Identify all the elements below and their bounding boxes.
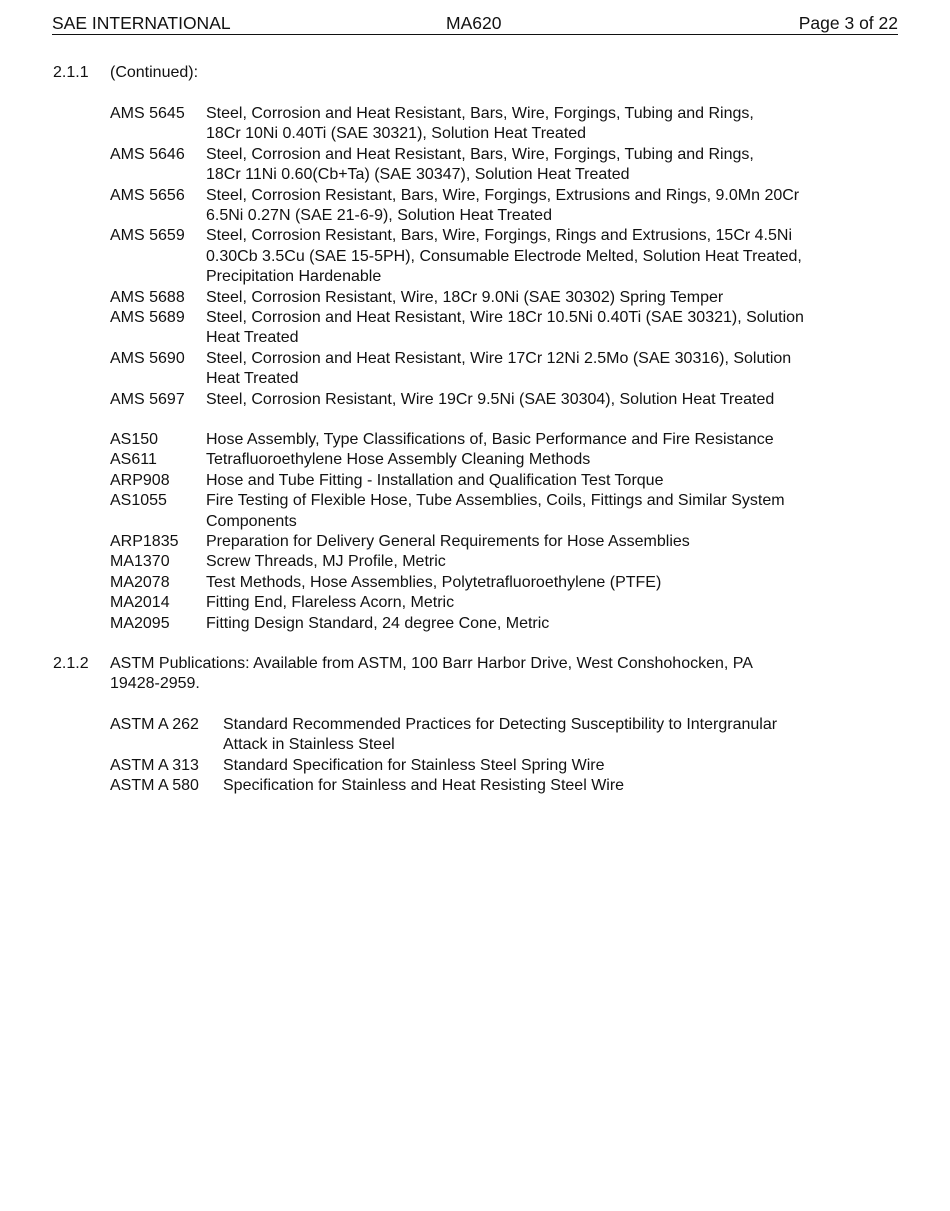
as-reference-list — [110, 430, 860, 634]
reference-description-line: 18Cr 11Ni 0.60(Cb+Ta) (SAE 30347), Solution Heat Treated — [206, 166, 630, 184]
reference-description-line: Heat Treated — [206, 329, 299, 347]
reference-code: AS150 — [110, 431, 159, 448]
reference-code: MA1370 — [110, 553, 170, 571]
reference-description — [206, 573, 860, 593]
reference-description-line: Heat Treated — [206, 370, 299, 388]
section-number: 2.1.1 — [53, 64, 89, 81]
reference-entry — [110, 552, 860, 572]
reference-description — [206, 308, 860, 349]
reference-entry — [110, 349, 860, 390]
reference-entry — [110, 593, 860, 613]
reference-description — [206, 390, 860, 410]
reference-code: MA2078 — [110, 573, 170, 591]
reference-description-line: Hose Assembly, Type Classifications of, Basic Performance and Fire Resistance — [206, 431, 774, 448]
reference-description-line: Steel, Corrosion Resistant, Wire 19Cr 9.5Ni (SAE 30304), Solution Heat Treated — [206, 390, 775, 408]
reference-code: MA2095 — [110, 614, 170, 632]
reference-description-line: 18Cr 10Ni 0.40Ti (SAE 30321), Solution Heat Treated — [206, 125, 587, 143]
reference-entry — [110, 573, 860, 593]
reference-description — [206, 226, 860, 287]
reference-description-line: Components — [206, 512, 297, 530]
reference-entry — [110, 308, 860, 349]
reference-description-line: Test Methods, Hose Assemblies, Polytetrafluoroethylene (PTFE) — [206, 573, 662, 591]
reference-entry — [110, 491, 860, 532]
astm-reference-list — [110, 715, 860, 797]
reference-entry — [110, 756, 860, 776]
section-2-1-2-heading — [53, 654, 853, 695]
reference-description — [206, 491, 860, 532]
reference-description — [206, 349, 860, 390]
reference-description-line: Steel, Corrosion and Heat Resistant, Bars, Wire, Forgings, Tubing and Rings, — [206, 105, 754, 122]
reference-code: ASTM A 313 — [110, 756, 199, 774]
ams-reference-list — [110, 104, 860, 410]
reference-entry — [110, 288, 860, 308]
reference-description-line: Preparation for Delivery General Requirements for Hose Assemblies — [206, 533, 690, 551]
reference-description-line: Hose and Tube Fitting - Installation and Qualification Test Torque — [206, 471, 664, 489]
reference-code: MA2014 — [110, 594, 170, 612]
reference-description-line: Steel, Corrosion Resistant, Bars, Wire, Forgings, Rings and Extrusions, 15Cr 4.5Ni — [206, 227, 793, 245]
reference-code: ASTM A 580 — [110, 777, 199, 795]
reference-description-line: Steel, Corrosion Resistant, Bars, Wire, Forgings, Extrusions and Rings, 9.0Mn 20Cr — [206, 186, 800, 204]
reference-description-line: Standard Specification for Stainless Steel Spring Wire — [223, 756, 605, 774]
reference-description — [223, 776, 860, 796]
reference-code: AMS 5688 — [110, 288, 185, 306]
reference-description — [206, 430, 860, 450]
reference-description — [206, 450, 860, 470]
reference-code: ARP1835 — [110, 533, 179, 551]
reference-code: AS1055 — [110, 492, 167, 510]
reference-code: ARP908 — [110, 471, 170, 489]
section-number: 2.1.2 — [53, 655, 89, 672]
reference-description-line: Fitting Design Standard, 24 degree Cone, Metric — [206, 614, 550, 632]
section-text-line: 19428-2959. — [110, 675, 200, 693]
reference-description — [223, 715, 860, 756]
reference-entry — [110, 186, 860, 227]
reference-description — [206, 532, 860, 552]
reference-code: AS611 — [110, 451, 157, 469]
section-text-line: ASTM Publications: Available from ASTM, 100 Barr Harbor Drive, West Conshohocken, PA — [110, 655, 753, 672]
reference-description — [223, 756, 860, 776]
section-2-1-1-heading — [53, 63, 198, 83]
reference-description — [206, 471, 860, 491]
reference-code: ASTM A 262 — [110, 716, 199, 733]
reference-description — [206, 145, 860, 186]
reference-code: AMS 5697 — [110, 390, 185, 408]
reference-code: AMS 5656 — [110, 186, 185, 204]
reference-entry — [110, 471, 860, 491]
reference-entry — [110, 532, 860, 552]
reference-code: AMS 5659 — [110, 227, 185, 245]
reference-description-line: Fire Testing of Flexible Hose, Tube Assemblies, Coils, Fittings and Similar System — [206, 492, 785, 510]
page-header — [52, 13, 898, 35]
reference-entry — [110, 776, 860, 796]
reference-entry — [110, 145, 860, 186]
reference-description-line: Steel, Corrosion and Heat Resistant, Wire 17Cr 12Ni 2.5Mo (SAE 30316), Solution — [206, 349, 792, 367]
reference-code: AMS 5646 — [110, 145, 185, 163]
reference-description — [206, 104, 860, 145]
reference-code: AMS 5689 — [110, 309, 185, 327]
reference-description-line: Fitting End, Flareless Acorn, Metric — [206, 594, 455, 612]
reference-description — [206, 186, 860, 227]
reference-description-line: Steel, Corrosion and Heat Resistant, Wire 18Cr 10.5Ni 0.40Ti (SAE 30321), Solution — [206, 309, 804, 327]
header-doc-id: MA620 — [446, 13, 502, 33]
header-page-number: Page 3 of 22 — [798, 13, 898, 33]
reference-description-line: Steel, Corrosion Resistant, Wire, 18Cr 9.0Ni (SAE 30302) Spring Temper — [206, 288, 724, 306]
reference-description — [206, 593, 860, 613]
reference-description-line: 0.30Cb 3.5Cu (SAE 15-5PH), Consumable Electrode Melted, Solution Heat Treated, — [206, 247, 802, 265]
reference-description — [206, 288, 860, 308]
reference-description-line: Attack in Stainless Steel — [223, 736, 395, 754]
reference-description-line: Specification for Stainless and Heat Resisting Steel Wire — [223, 777, 625, 795]
reference-description — [206, 614, 860, 634]
header-org: SAE INTERNATIONAL — [52, 13, 231, 33]
reference-entry — [110, 390, 860, 410]
reference-description-line: Tetrafluoroethylene Hose Assembly Cleaning Methods — [206, 451, 591, 469]
reference-code: AMS 5645 — [110, 105, 185, 122]
reference-code: AMS 5690 — [110, 349, 185, 367]
reference-description-line: Steel, Corrosion and Heat Resistant, Bars, Wire, Forgings, Tubing and Rings, — [206, 145, 754, 163]
reference-entry — [110, 715, 860, 756]
reference-description-line: Standard Recommended Practices for Detecting Susceptibility to Intergranular — [223, 716, 778, 733]
reference-entry — [110, 104, 860, 145]
section-text — [110, 654, 830, 695]
reference-entry — [110, 226, 860, 287]
section-title: (Continued): — [110, 64, 199, 81]
reference-entry — [110, 430, 860, 450]
reference-entry — [110, 614, 860, 634]
reference-description — [206, 552, 860, 572]
reference-description-line: Precipitation Hardenable — [206, 268, 382, 286]
reference-description-line: 6.5Ni 0.27N (SAE 21-6-9), Solution Heat Treated — [206, 207, 552, 225]
reference-entry — [110, 450, 860, 470]
reference-description-line: Screw Threads, MJ Profile, Metric — [206, 553, 446, 571]
